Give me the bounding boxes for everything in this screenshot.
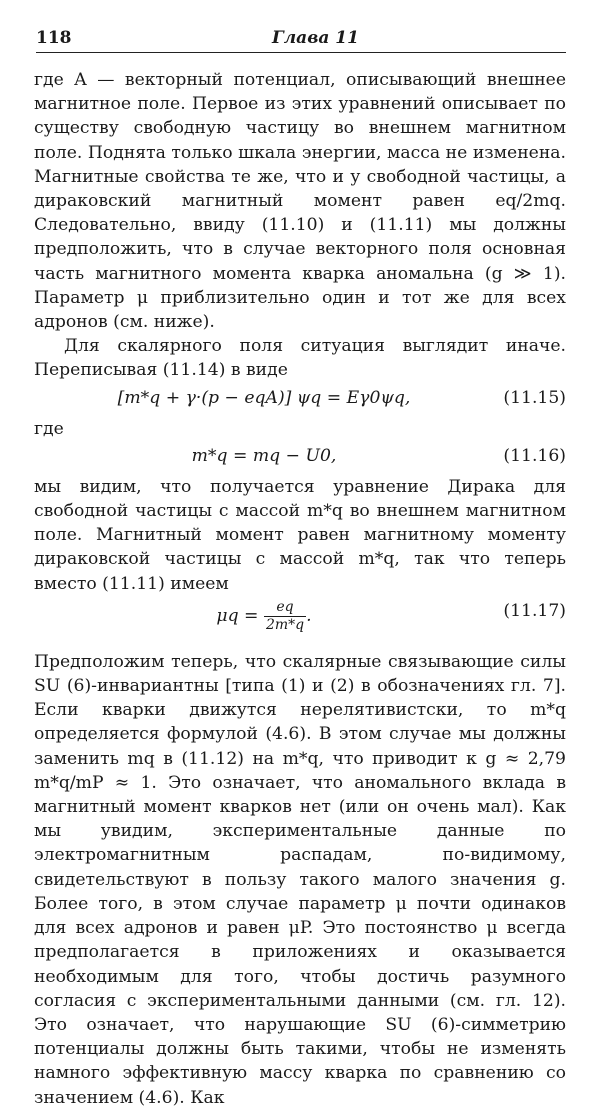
equation-number: (11.15) <box>503 387 566 408</box>
equation-11-16 <box>34 444 566 472</box>
running-header <box>36 26 566 53</box>
equation-11-15 <box>34 386 566 414</box>
fraction-denominator: 2m*q <box>265 616 305 633</box>
equation-number: (11.17) <box>503 600 566 621</box>
paragraph-1: где A — векторный потенциал, описывающий внешнее магнитное поле. Первое из этих уравнений описывает по существу свободную частицу во внешнем магнитном поле. Поднята только шкала энергии, масса не изменена. Магнитные свойства те же, что и у свободной частицы, а дираковский магнитный момент равен eq/2mq. Следовательно, ввиду (11.10) и (11.11) мы должны предположить, что в случае векторного поля основная часть магнитного момента кварка аномальна (g ≫ 1). Параметр μ приблизительно один и тот же для всех адронов (см. ниже). <box>34 70 566 333</box>
paragraph-2: Для скалярного поля ситуация выглядит иначе. Переписывая (11.14) в виде <box>34 336 566 381</box>
equation-text <box>34 599 494 634</box>
equation-text: m*q = mq − U0, <box>191 445 337 466</box>
fraction-numerator: eq <box>264 599 306 617</box>
paragraph-4: Предположим теперь, что скалярные связывающие силы SU (6)-инвариантны [типа (1) и (2) в обозначениях гл. 7]. Если кварки движутся нерелятивистски, то m*q определяется формулой (4.6). В этом случае мы должны заменить mq в (11.12) на m*q, что приводит к g ≈ 2,79 m*q/mP ≈ 1. Это означает, что аномального вклада в магнитный момент кварков нет (или он очень мал). Как мы увидим, экспериментальные данные по электромагнитным распадам, по-видимому, свидетельствуют в пользу такого малого значения g. Более того, в этом случае параметр μ почти одинаков для всех адронов и равен μP. Это постоянство μ всегда предполагается в приложениях и оказывается необходимым для того, чтобы достичь разумного согласия с экспериментальными данными (см. гл. 12). Это означает, что нарушающие SU (6)-симметрию потенциалы должны быть такими, чтобы не изменять намного эффективную массу кварка по сравнению со значением (4.6). Как <box>34 651 566 1108</box>
chapter-title: Глава 11 <box>272 28 359 48</box>
paragraph-3: мы видим, что получается уравнение Дирака для свободной частицы с массой m*q во внешнем магнитном поле. Магнитный момент равен магнитному моменту дираковской частицы с массой m*q, так что теперь вместо (11.11) имеем <box>34 476 566 594</box>
fraction <box>264 599 306 634</box>
equation-tail: . <box>306 605 312 626</box>
equation-number: (11.16) <box>503 445 566 466</box>
word-gde: где <box>34 418 64 439</box>
equation-11-17 <box>34 599 566 647</box>
page-number: 118 <box>36 28 72 48</box>
body-text <box>34 68 566 1110</box>
equation-text: [m*q + γ·(p − eqA)] ψq = Eγ0ψq, <box>117 387 411 408</box>
equation-lhs: μq = <box>216 605 259 626</box>
